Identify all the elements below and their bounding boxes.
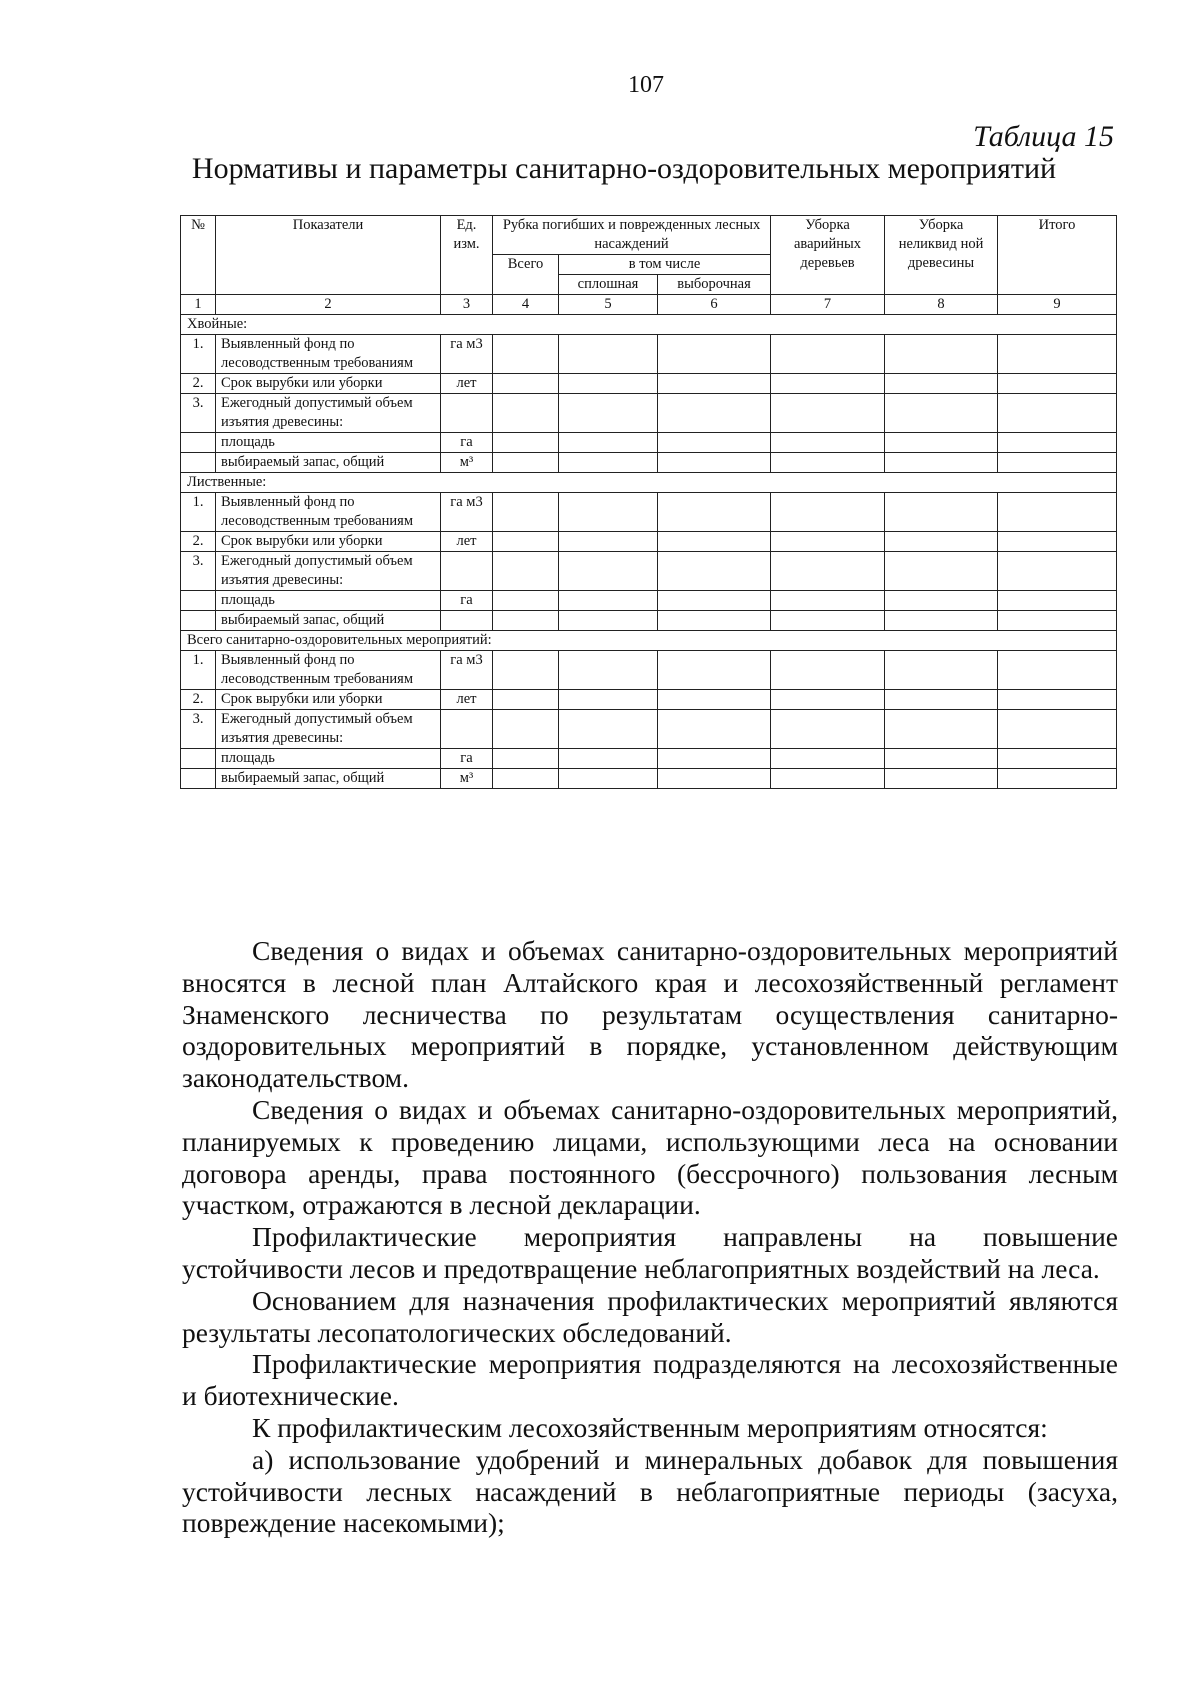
empty-cell <box>658 433 771 453</box>
cell-unit: м³ <box>441 769 493 789</box>
empty-cell <box>885 394 998 433</box>
empty-cell <box>658 374 771 394</box>
empty-cell <box>658 651 771 690</box>
table-header <box>181 216 1117 315</box>
header-total: Итого <box>998 216 1117 295</box>
empty-cell <box>493 591 559 611</box>
empty-cell <box>998 394 1117 433</box>
empty-cell <box>771 611 885 631</box>
empty-cell <box>493 394 559 433</box>
section-row <box>181 315 1117 335</box>
cell-label: Ежегодный допустимый объем изъятия древесины: <box>216 710 441 749</box>
header-no: № <box>181 216 216 295</box>
table-row <box>181 591 1117 611</box>
col-number: 1 <box>181 295 216 315</box>
table-row <box>181 394 1117 433</box>
empty-cell <box>771 493 885 532</box>
empty-cell <box>998 611 1117 631</box>
empty-cell <box>998 453 1117 473</box>
table-row <box>181 493 1117 532</box>
empty-cell <box>559 453 658 473</box>
empty-cell <box>559 611 658 631</box>
empty-cell <box>771 769 885 789</box>
cell-unit: га <box>441 433 493 453</box>
cell-unit <box>441 710 493 749</box>
empty-cell <box>771 532 885 552</box>
empty-cell <box>998 690 1117 710</box>
empty-cell <box>493 552 559 591</box>
header-felling: Рубка погибших и поврежденных лесных насаждений <box>493 216 771 255</box>
section-title: Хвойные: <box>181 315 1117 335</box>
empty-cell <box>771 335 885 374</box>
empty-cell <box>493 374 559 394</box>
cell-no: 2. <box>181 690 216 710</box>
cell-no: 2. <box>181 374 216 394</box>
col-number: 2 <box>216 295 441 315</box>
table-row <box>181 552 1117 591</box>
empty-cell <box>658 394 771 433</box>
cell-label: Выявленный фонд по лесоводственным требованиям <box>216 651 441 690</box>
table-row <box>181 769 1117 789</box>
cell-unit <box>441 611 493 631</box>
cell-unit: га м3 <box>441 651 493 690</box>
cell-no: 3. <box>181 710 216 749</box>
cell-label: площадь <box>216 591 441 611</box>
empty-cell <box>771 749 885 769</box>
header-total-felling: Всего <box>493 255 559 295</box>
table-row <box>181 651 1117 690</box>
cell-label: Срок вырубки или уборки <box>216 690 441 710</box>
empty-cell <box>885 749 998 769</box>
empty-cell <box>658 749 771 769</box>
empty-cell <box>493 749 559 769</box>
empty-cell <box>559 749 658 769</box>
empty-cell <box>658 552 771 591</box>
empty-cell <box>771 433 885 453</box>
cell-no: 3. <box>181 552 216 591</box>
empty-cell <box>559 651 658 690</box>
table-row <box>181 749 1117 769</box>
cell-no <box>181 433 216 453</box>
empty-cell <box>559 690 658 710</box>
cell-unit: га <box>441 591 493 611</box>
body-text <box>182 935 1118 1539</box>
header-indicators: Показатели <box>216 216 441 295</box>
table-label: Таблица 15 <box>973 120 1114 153</box>
empty-cell <box>885 374 998 394</box>
empty-cell <box>559 374 658 394</box>
col-number: 7 <box>771 295 885 315</box>
empty-cell <box>559 433 658 453</box>
empty-cell <box>885 453 998 473</box>
header-emergency: Уборка аварийных деревьев <box>771 216 885 295</box>
empty-cell <box>493 769 559 789</box>
cell-label: Ежегодный допустимый объем изъятия древесины: <box>216 552 441 591</box>
cell-no: 1. <box>181 335 216 374</box>
empty-cell <box>885 611 998 631</box>
empty-cell <box>658 769 771 789</box>
cell-label: Ежегодный допустимый объем изъятия древесины: <box>216 394 441 433</box>
table-row <box>181 374 1117 394</box>
cell-label: Выявленный фонд по лесоводственным требованиям <box>216 335 441 374</box>
table-row <box>181 690 1117 710</box>
col-number: 5 <box>559 295 658 315</box>
section-title: Всего санитарно-оздоровительных мероприятий: <box>181 631 1117 651</box>
empty-cell <box>885 690 998 710</box>
empty-cell <box>658 493 771 532</box>
cell-unit: лет <box>441 374 493 394</box>
empty-cell <box>658 611 771 631</box>
cell-no: 1. <box>181 493 216 532</box>
empty-cell <box>998 769 1117 789</box>
empty-cell <box>658 453 771 473</box>
cell-no <box>181 749 216 769</box>
empty-cell <box>998 749 1117 769</box>
table-body <box>181 315 1117 789</box>
empty-cell <box>493 690 559 710</box>
col-number: 6 <box>658 295 771 315</box>
col-number: 8 <box>885 295 998 315</box>
cell-no <box>181 591 216 611</box>
cell-label: площадь <box>216 749 441 769</box>
cell-label: Срок вырубки или уборки <box>216 374 441 394</box>
header-illiquid: Уборка неликвид ной древесины <box>885 216 998 295</box>
empty-cell <box>559 769 658 789</box>
empty-cell <box>771 453 885 473</box>
empty-cell <box>998 651 1117 690</box>
empty-cell <box>493 453 559 473</box>
paragraph: а) использование удобрений и минеральных добавок для повышения устойчивости лесных насаждений в неблагоприятные периоды (засуха, повреждение насекомыми); <box>182 1443 1118 1539</box>
empty-cell <box>559 493 658 532</box>
empty-cell <box>771 591 885 611</box>
empty-cell <box>885 710 998 749</box>
empty-cell <box>658 532 771 552</box>
empty-cell <box>998 374 1117 394</box>
empty-cell <box>559 591 658 611</box>
empty-cell <box>493 493 559 532</box>
empty-cell <box>771 552 885 591</box>
section-row <box>181 473 1117 493</box>
empty-cell <box>559 710 658 749</box>
cell-unit: м³ <box>441 453 493 473</box>
paragraph: Основанием для назначения профилактических мероприятий являются результаты лесопатологических обследований. <box>182 1284 1118 1348</box>
empty-cell <box>885 493 998 532</box>
empty-cell <box>559 532 658 552</box>
empty-cell <box>885 433 998 453</box>
cell-unit: лет <box>441 532 493 552</box>
section-row <box>181 631 1117 651</box>
empty-cell <box>885 591 998 611</box>
empty-cell <box>559 394 658 433</box>
empty-cell <box>998 710 1117 749</box>
header-including: в том числе <box>559 255 771 275</box>
empty-cell <box>658 710 771 749</box>
paragraph: Сведения о видах и объемах санитарно-оздоровительных мероприятий вносятся в лесной план Алтайского края и лесохозяйственный регламент Знаменского лесничества по результатам осуществления санитарно-оздоровительных мероприятий в порядке, установленном действующим законодательством. <box>182 935 1118 1094</box>
cell-unit: лет <box>441 690 493 710</box>
empty-cell <box>998 591 1117 611</box>
header-clear: сплошная <box>559 275 658 295</box>
cell-label: выбираемый запас, общий <box>216 611 441 631</box>
empty-cell <box>493 611 559 631</box>
table-row <box>181 532 1117 552</box>
paragraph: К профилактическим лесохозяйственным мероприятиям относятся: <box>252 1411 1048 1443</box>
table-row <box>181 611 1117 631</box>
empty-cell <box>885 769 998 789</box>
cell-label: Срок вырубки или уборки <box>216 532 441 552</box>
empty-cell <box>493 532 559 552</box>
cell-label: выбираемый запас, общий <box>216 769 441 789</box>
header-unit: Ед. изм. <box>441 216 493 295</box>
cell-no <box>181 769 216 789</box>
empty-cell <box>885 651 998 690</box>
cell-label: выбираемый запас, общий <box>216 453 441 473</box>
cell-no: 1. <box>181 651 216 690</box>
cell-unit: га м3 <box>441 493 493 532</box>
cell-label: площадь <box>216 433 441 453</box>
table-row <box>181 433 1117 453</box>
cell-no <box>181 453 216 473</box>
col-number: 4 <box>493 295 559 315</box>
norms-table <box>180 215 1117 789</box>
header-selective: выборочная <box>658 275 771 295</box>
empty-cell <box>998 493 1117 532</box>
cell-unit <box>441 552 493 591</box>
table-row <box>181 335 1117 374</box>
cell-unit: га м3 <box>441 335 493 374</box>
empty-cell <box>493 651 559 690</box>
table-row <box>181 453 1117 473</box>
empty-cell <box>559 552 658 591</box>
cell-unit: га <box>441 749 493 769</box>
empty-cell <box>658 591 771 611</box>
paragraph: Профилактические мероприятия направлены на повышение устойчивости лесов и предотвращение неблагоприятных воздействий на леса. <box>182 1221 1118 1284</box>
empty-cell <box>493 433 559 453</box>
empty-cell <box>885 335 998 374</box>
empty-cell <box>885 552 998 591</box>
cell-unit <box>441 394 493 433</box>
col-number: 3 <box>441 295 493 315</box>
cell-no <box>181 611 216 631</box>
empty-cell <box>771 651 885 690</box>
empty-cell <box>771 394 885 433</box>
empty-cell <box>998 433 1117 453</box>
empty-cell <box>771 374 885 394</box>
paragraph: Сведения о видах и объемах санитарно-оздоровительных мероприятий, планируемых к проведению лицами, использующими леса на основании договора аренды, права постоянного (бессрочного) пользования лесным участком, отражаются в лесной декларации. <box>182 1093 1118 1221</box>
empty-cell <box>559 335 658 374</box>
empty-cell <box>771 710 885 749</box>
cell-label: Выявленный фонд по лесоводственным требованиям <box>216 493 441 532</box>
table-row <box>181 710 1117 749</box>
col-number: 9 <box>998 295 1117 315</box>
empty-cell <box>771 690 885 710</box>
empty-cell <box>493 335 559 374</box>
empty-cell <box>998 532 1117 552</box>
column-numbers-row <box>181 295 1117 315</box>
paragraph: Профилактические мероприятия подразделяются на лесохозяйственные и биотехнические. <box>182 1348 1118 1412</box>
table-title: Нормативы и параметры санитарно-оздоровительных мероприятий <box>191 152 1057 185</box>
empty-cell <box>493 710 559 749</box>
empty-cell <box>658 335 771 374</box>
section-title: Лиственные: <box>181 473 1117 493</box>
page-number: 107 <box>628 72 664 98</box>
cell-no: 2. <box>181 532 216 552</box>
empty-cell <box>658 690 771 710</box>
empty-cell <box>998 552 1117 591</box>
cell-no: 3. <box>181 394 216 433</box>
empty-cell <box>885 532 998 552</box>
empty-cell <box>998 335 1117 374</box>
